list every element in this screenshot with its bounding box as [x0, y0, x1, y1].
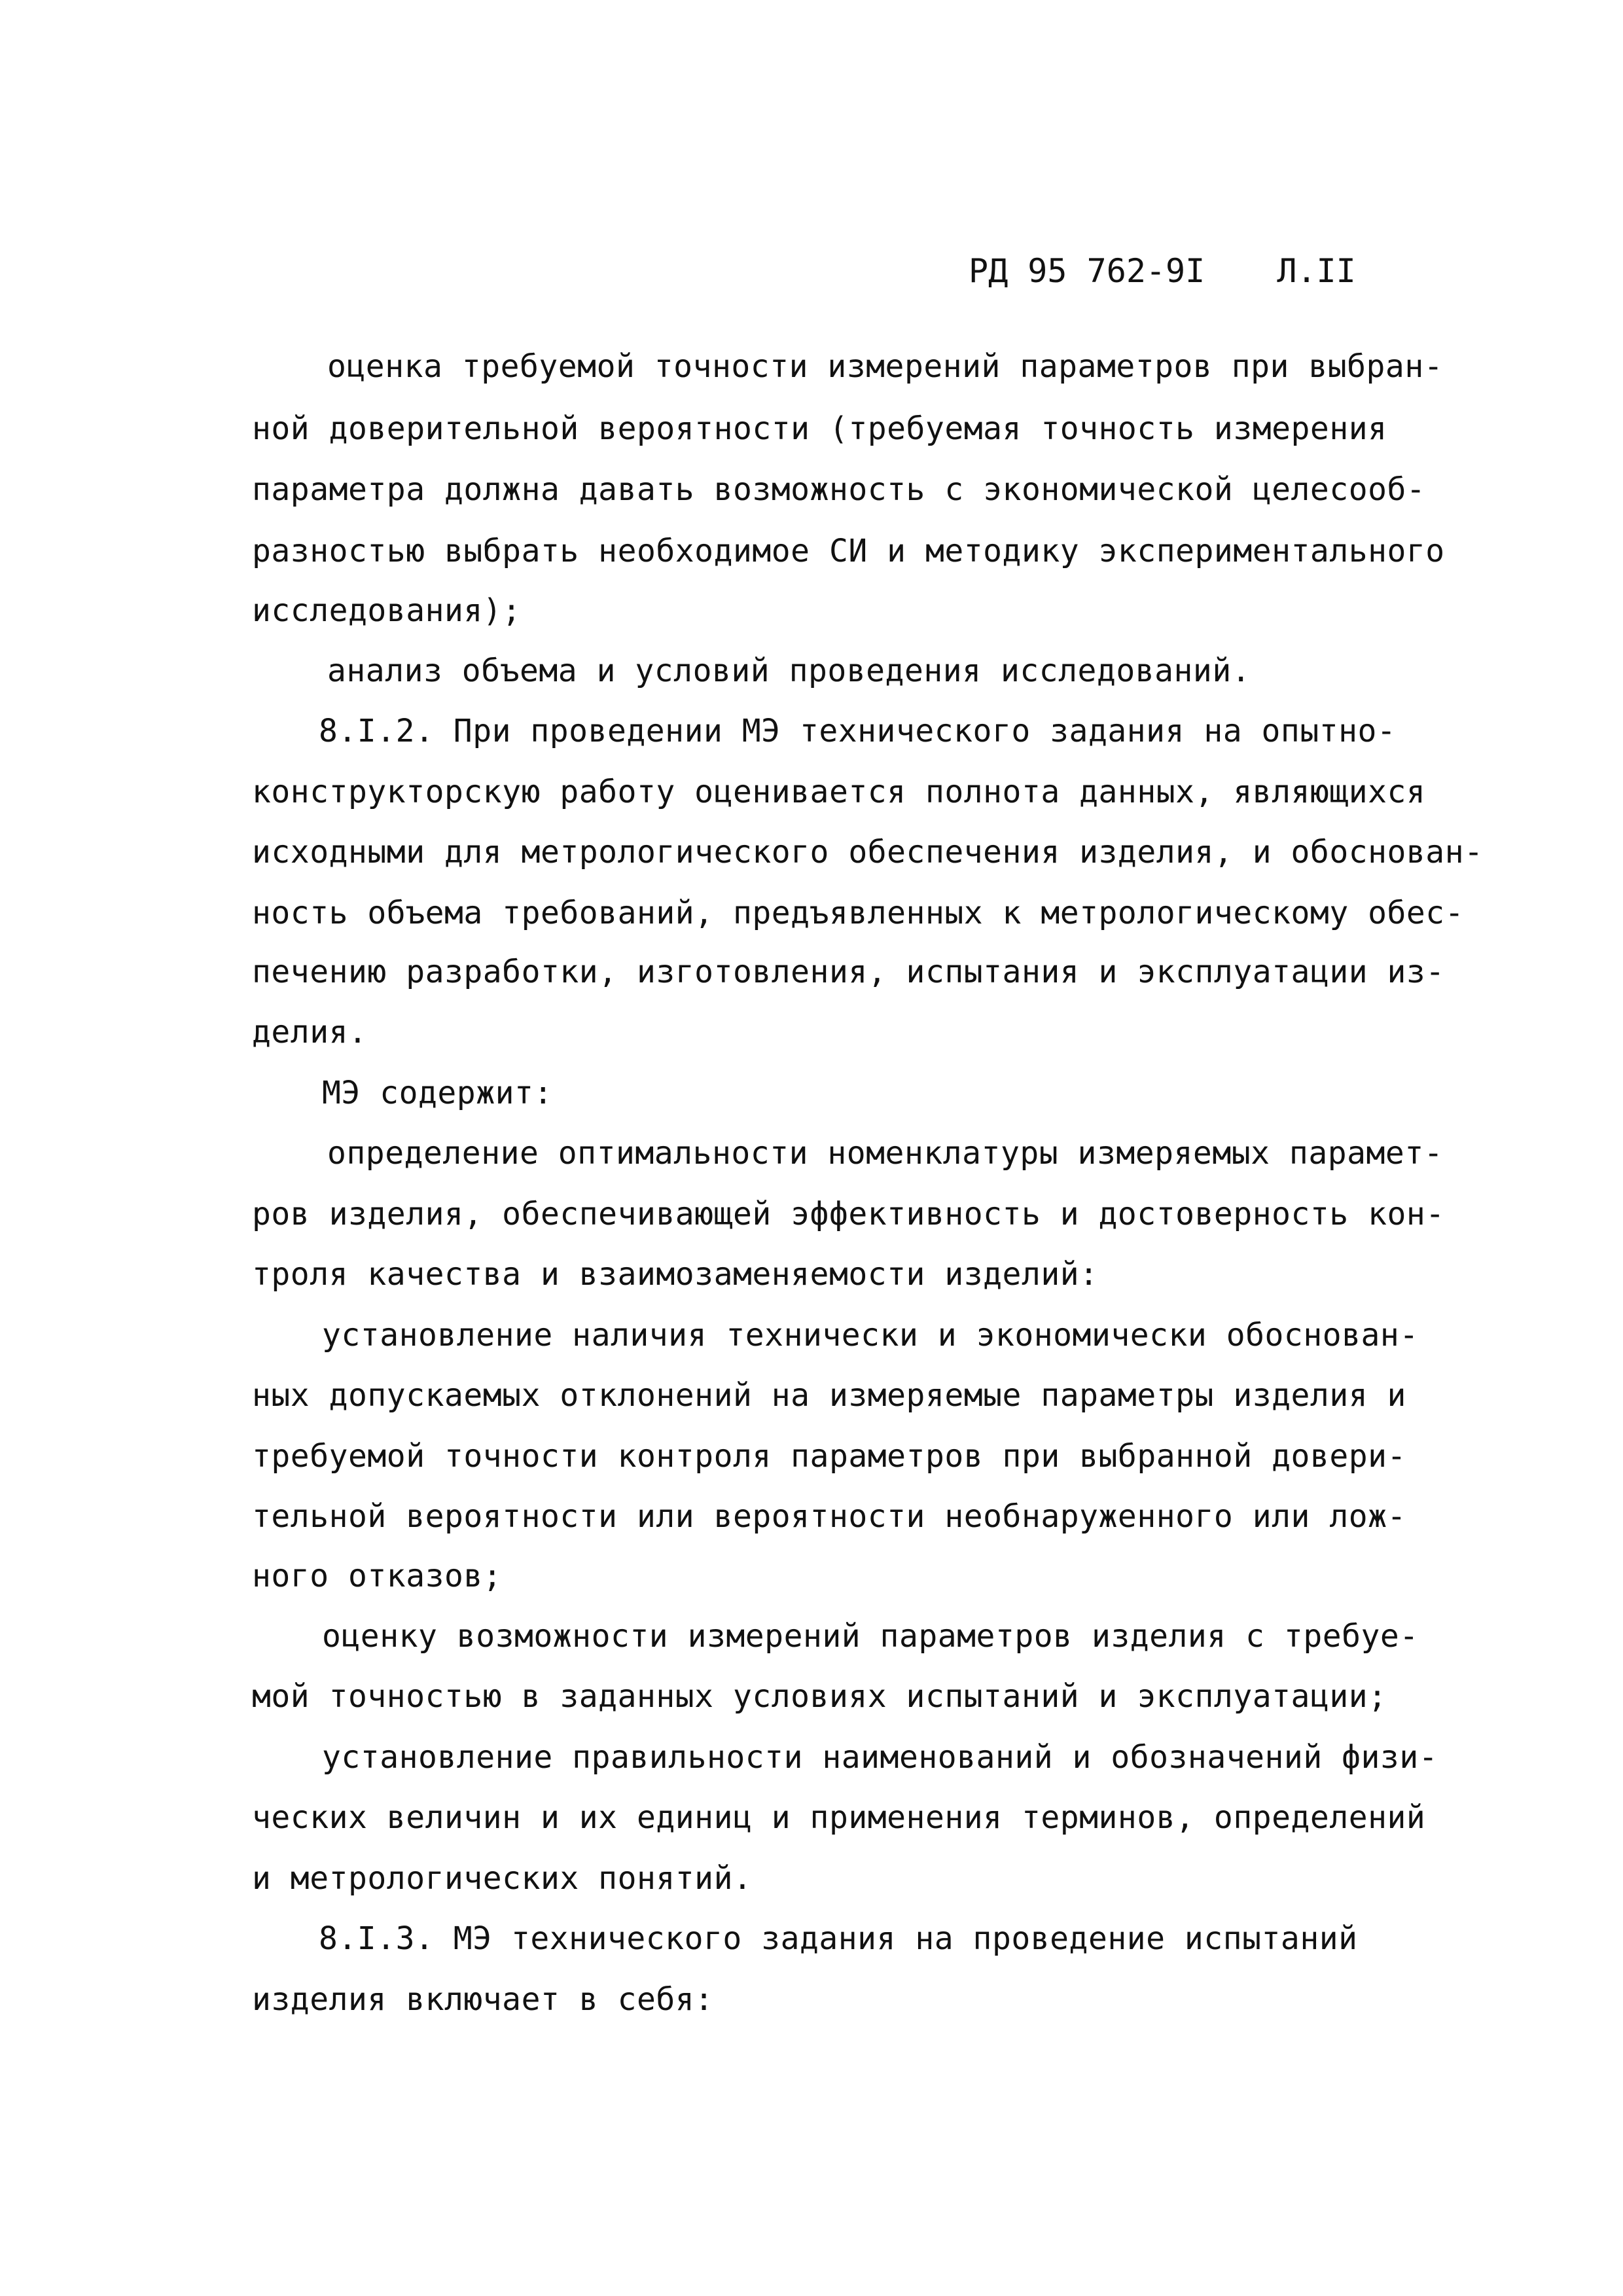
- text-line: анализ объема и условий проведения исследований.: [327, 653, 1251, 689]
- text-line: 8.I.3. МЭ технического задания на проведение испытаний: [319, 1920, 1358, 1957]
- text-line: исследования);: [252, 592, 522, 629]
- text-line: разностью выбрать необходимое СИ и методику экспериментального: [252, 533, 1445, 569]
- text-line: ной доверительной вероятности (требуемая точность измерения: [252, 410, 1387, 447]
- text-line: делия.: [252, 1014, 368, 1050]
- page-header: [969, 252, 1427, 290]
- text-line: ных допускаемых отклонений на измеряемые параметры изделия и: [252, 1377, 1406, 1414]
- text-line: ного отказов;: [252, 1558, 503, 1594]
- text-line: ность объема требований, предъявленных к метрологическому обес-: [252, 895, 1465, 931]
- text-line: установление правильности наименований и обозначений физи-: [322, 1739, 1438, 1776]
- text-line: ческих величин и их единиц и применения терминов, определений: [252, 1799, 1426, 1836]
- text-line: троля качества и взаимозаменяемости изделий:: [252, 1256, 1099, 1293]
- text-line: изделия включает в себя:: [252, 1981, 714, 2018]
- text-line: конструкторскую работу оценивается полнота данных, являющихся: [252, 774, 1426, 810]
- sheet-number: Л.II: [1277, 252, 1356, 290]
- text-line: мой точностью в заданных условиях испытаний и эксплуатации;: [252, 1678, 1387, 1715]
- text-line: ров изделия, обеспечивающей эффективность и достоверность кон-: [252, 1196, 1445, 1232]
- text-line: 8.I.2. При проведении МЭ технического задания на опытно-: [319, 713, 1397, 749]
- text-line: требуемой точности контроля параметров при выбранной довери-: [252, 1438, 1406, 1475]
- text-line: и метрологических понятий.: [252, 1860, 753, 1897]
- text-line: оценку возможности измерений параметров изделия с требуе-: [322, 1618, 1419, 1655]
- document-code: РД 95 762-9I: [969, 252, 1205, 290]
- text-line: определение оптимальности номенклатуры измеряемых парамет-: [327, 1135, 1444, 1172]
- text-line: параметра должна давать возможность с экономической целесооб-: [252, 471, 1426, 508]
- text-line: тельной вероятности или вероятности необнаруженного или лож-: [252, 1498, 1406, 1535]
- text-line: МЭ содержит:: [322, 1075, 553, 1111]
- text-line: исходными для метрологического обеспечения изделия, и обоснован-: [252, 834, 1484, 870]
- text-line: установление наличия технически и экономически обоснован-: [322, 1317, 1419, 1354]
- text-line: оценка требуемой точности измерений параметров при выбран-: [327, 348, 1444, 385]
- text-line: печению разработки, изготовления, испытания и эксплуатации из-: [252, 954, 1445, 990]
